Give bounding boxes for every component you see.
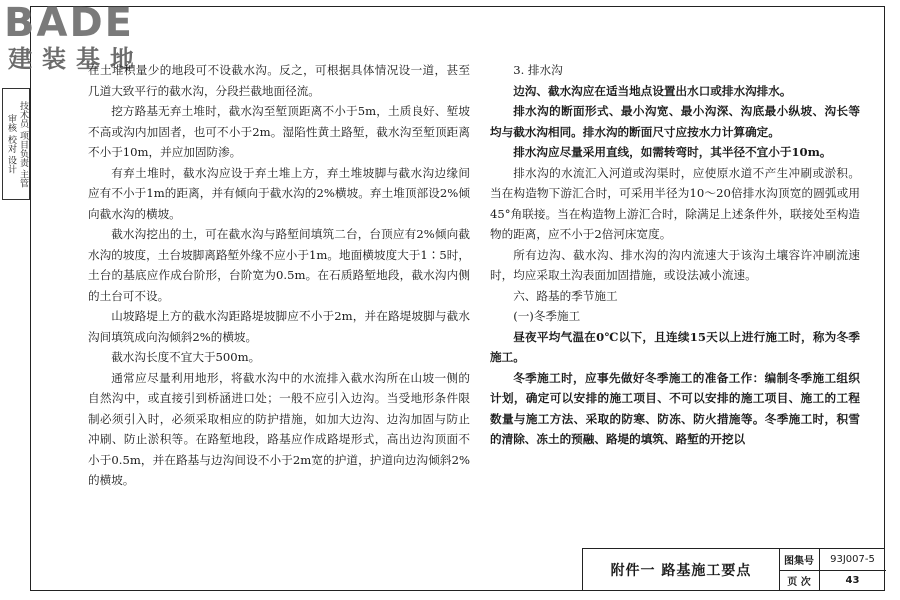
paragraph: 排水沟的水流汇入河道或沟渠时，应使原水道不产生冲刷或淤积。当在构造物下游汇合时，可采用半径为10～20倍排水沟顶宽的圆弧或用45°角联接。当在构造物上游汇合时，除满足上述条件外，联接处至构造物的距离，应不小于2倍河床宽度。: [490, 165, 860, 241]
page-number-value: 43: [845, 575, 860, 586]
paragraph: (一)冬季施工: [513, 309, 581, 323]
sidebox-roles: 审核 校对 设计: [6, 114, 16, 174]
left-text-column: [88, 60, 470, 491]
sidebox-signers: 技术员 项目负责 主管: [18, 100, 28, 188]
paragraph: 排水沟的断面形式、最小沟宽、最小沟深、沟底最小纵坡、沟长等均与截水沟相同。排水沟的断面尺寸应按水力计算确定。: [490, 104, 860, 139]
paragraph: 六、路基的季节施工: [513, 288, 618, 303]
atlas-number-label: 图集号: [779, 549, 820, 571]
paragraph: 截水沟长度不宜大于500m。: [111, 350, 261, 364]
page-number-label: 页 次: [779, 570, 820, 591]
paragraph: 在土堆积量少的地段可不设截水沟。反之，可根据具体情况设一道，甚至几道大致平行的截水沟，分段拦截地面径流。: [88, 63, 470, 98]
paragraph: 冬季施工时，应事先做好冬季施工的准备工作：编制冬季施工组织计划，确定可以安排的施工项目、不可以安排的施工项目、施工的工程数量与施工方法、采取的防寒、防冻、防火措施等。冬季施工时，积雪的清除、冻土的预融、路堤的填筑、路堑的开挖以: [490, 370, 860, 446]
paragraph: 边沟、截水沟应在适当地点设置出水口或排水沟排水。: [513, 83, 792, 98]
paragraph: 有弃土堆时，截水沟应设于弃土堆上方，弃土堆坡脚与截水沟边缘间应有不小于1m的距离，并有倾向于截水沟的2%横坡。弃土堆顶部设2%倾向截水沟的横坡。: [88, 165, 470, 221]
paragraph: 排水沟应尽量采用直线，如需转弯时，其半径不宜小于10m。: [513, 145, 832, 159]
approval-sidebox: [2, 88, 30, 200]
paragraph: 山坡路堤上方的截水沟距路堤坡脚应不小于2m，并在路堤坡脚与截水沟间填筑成向沟倾斜2%的横坡。: [88, 309, 470, 344]
paragraph: 3. 排水沟: [513, 63, 563, 77]
paragraph: 昼夜平均气温在0℃以下，且连续15天以上进行施工时，称为冬季施工。: [490, 329, 860, 364]
logo-chinese: 建装基地: [8, 45, 144, 73]
paragraph: 所有边沟、截水沟、排水沟的沟内流速大于该沟土壤容许冲刷流速时，均应采取土沟表面加固措施，或设法减小流速。: [490, 247, 860, 282]
atlas-number-value: 93J007-5: [819, 549, 886, 571]
paragraph: 挖方路基无弃土堆时，截水沟至堑顶距离不小于5m，土质良好、堑坡不高或沟内加固者，也可不小于2m。湿陷性黄土路堑，截水沟至堑顶距离不小于10m，并应加固防渗。: [88, 104, 470, 159]
drawing-title: 附件一 路基施工要点: [583, 549, 780, 591]
title-block: [582, 548, 885, 591]
right-text-column: [490, 60, 860, 450]
paragraph: 通常应尽量利用地形，将截水沟中的水流排入截水沟所在山坡一侧的自然沟中，或直接引到桥涵进口处；一般不应引入边沟。当受地形条件限制必须引入时，必须采取相应的防护措施，如加大边沟、边沟加固与防止冲刷、防止淤积等。在路堑地段，路基应作成路堤形式，高出边沟顶面不小于0.5m，并在路基与边沟间设不小于2m宽的护道，护道向边沟倾斜2%的横坡。: [88, 370, 470, 487]
paragraph: 截水沟挖出的土，可在截水沟与路堑间填筑二台，台顶应有2%倾向截水沟的坡度，土台坡脚离路堑外缘不应小于1m。地面横坡度大于1∶5时，土台的基底应作成台阶形，台阶宽为0.5m。在石质路堑地段，截水沟内侧的土台可不设。: [88, 227, 470, 303]
logo-latin: BADE: [4, 0, 134, 46]
